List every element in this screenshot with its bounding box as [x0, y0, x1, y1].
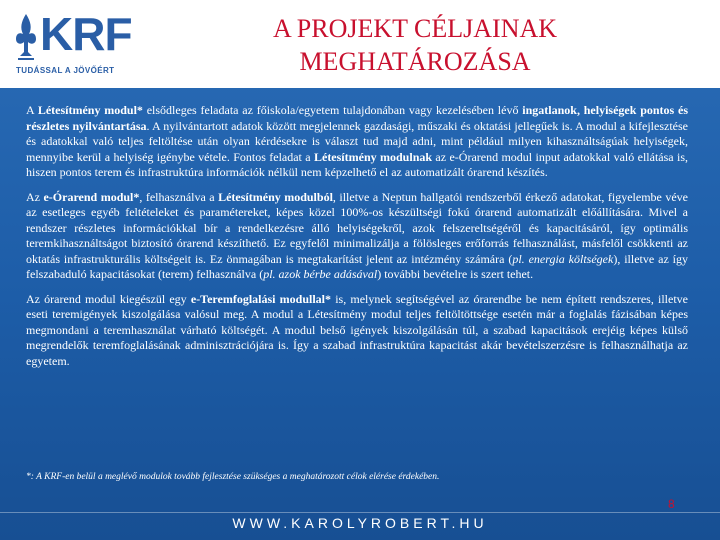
- logo-text: KRF: [40, 8, 132, 60]
- page-title: [200, 12, 630, 78]
- fleur-de-lis-icon: [14, 12, 38, 62]
- example-berbeadas: pl. azok bérbe adásával: [263, 267, 378, 281]
- paragraph-orarend: Az e-Órarend modul*, felhasználva a Létesítmény modulból, illetve a Neptun hallgatói rendszerből érkező adatokat, figyelembe véve az esetleges egyéb feltételeket és paramétereket, képes közel 100%-os készültségi fokú órarend automatizált előállítására. Mivel a rendszer részletes információkkal bír a rendelkezésre álló helyiségekről, azok felszereltségéről és kapacitásáról, így optimális teremkihasználtságot biztosító órarend készíthető. Ez egyfelől minimalizálja a fölösleges erőforrás felhasználást, másfelől csökkenti az oktatás infrastrukturális költségeit is. Ez önmagában is megtakarítást jelent az intézmény számára (pl. energia költségek), illetve az így felszabaduló kapacitásokat (terem) felhasználva (pl. azok bérbe adásával) további bevételre is szert tehet.: [26, 189, 689, 281]
- term-letesitmeny-modul: Létesítmény modul*: [37, 103, 143, 117]
- term-e-orarend-modul: e-Órarend modul*: [43, 189, 140, 204]
- paragraph-letesitmeny: A Létesítmény modul* elsődleges feladata az főiskola/egyetem tulajdonában vagy kezelésében lévő ingatlanok, helyiségek pontos és részletes nyilvántartása. A nyilvántartott adatok között megjelennek gazdasági, műszaki és oktatási jellegűek is. A modul a kifejlesztése és adatokkal való teljes feltöltése után olyan kérdésekre is választ tud majd adni, mint például milyen kihasználtságúak helyiségek, mennyibe kerül a helyiség igénybe vétele. Fontos feladat a Létesítmény modulnak az e-Órarend modul input adatokkal való ellátása is, hiszen pontos terem és infrastruktúra információk nélkül nem képzelhető el az automatizált órarend készítés.: [26, 103, 689, 179]
- term-letesitmeny-modulbol: Létesítmény modulból: [218, 189, 333, 204]
- footnote: *: A KRF-en belül a meglévő modulok tovább fejlesztése szükséges a meghatározott célok elérése érdekében.: [26, 472, 440, 482]
- term-nyilvantartas: ingatlanok, helyiségek pontos és részletes nyilvántartása: [26, 103, 689, 133]
- example-energia: pl. energia költségek: [512, 251, 614, 266]
- logo-tagline: TUDÁSSAL A JÖVŐÉRT: [16, 66, 115, 75]
- body-text: [26, 103, 688, 378]
- footer-url: WWW.KAROLYROBERT.HU: [232, 515, 488, 531]
- footer-divider: [0, 512, 720, 513]
- page-number: 8: [668, 497, 675, 511]
- paragraph-teremfoglalas: Az órarend modul kiegészül egy e-Teremfoglalási modullal* is, melynek segítségével az órarendbe be nem épített rendszeres, illetve eseti teremigények kiszolgálása valósul meg. A modul a Létesítmény modul teljes feltöltöttsége esetén már a foglalás fázisában képes megmondani a teremhasználat várható költségét. A modul belső igények kiszolgálásán túl, a szabad kapacitások erejéig képes külső megrendelők teremfoglalásának adminisztrációjára is. Így a szabad infrastruktúra kapacitást akár bevételszerzésre is felhasználhatja az egyetem.: [26, 291, 689, 368]
- header-band: [0, 0, 720, 88]
- title-line-1: A PROJEKT CÉLJAINAK: [272, 14, 558, 43]
- krf-logo: [14, 8, 132, 78]
- title-line-2: MEGHATÁROZÁSA: [299, 47, 531, 76]
- term-letesitmeny-modulnak: Létesítmény modulnak: [313, 149, 433, 164]
- term-e-teremfoglalasi-modul: e-Teremfoglalási modullal*: [190, 291, 332, 306]
